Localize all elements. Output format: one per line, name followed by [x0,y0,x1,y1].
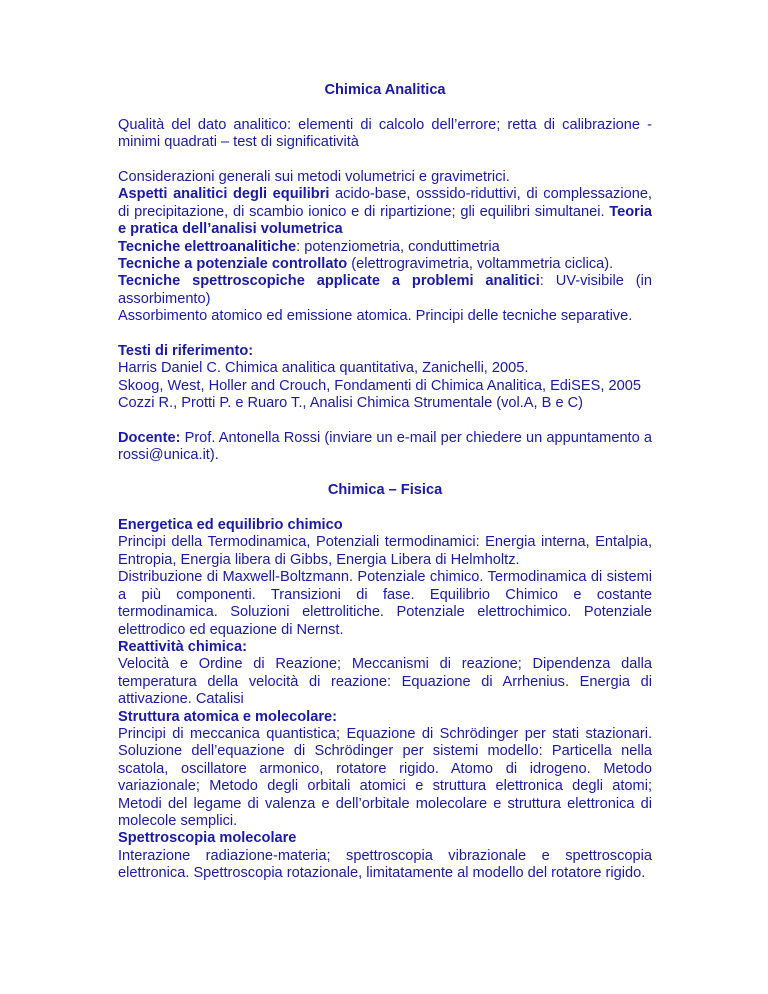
potential-paragraph [118,256,652,273]
quality-paragraph: Qualità del dato analitico: elementi di calcolo dell’errore; retta di calibrazione - minimi quadrati – test di significatività [118,116,652,151]
electro-paragraph [118,239,652,256]
section-title-chimica-fisica: Chimica – Fisica [327,482,443,499]
electro-bold: Tecniche elettroanalitiche [118,238,297,255]
spectro-bold: Tecniche spettroscopiche applicate a problemi analitici [118,273,540,290]
docente-paragraph [118,430,652,465]
potential-bold: Tecniche a potenziale controllato [118,256,348,273]
block-heading-text: Struttura atomica e molecolare: [118,708,337,725]
block-paragraph: Principi di meccanica quantistica; Equazione di Schrödinger per stati stazionari. Soluzione dell’equazione di Schrödinger per sistemi modello: Particella nella scatola, oscillatore armonico, rotatore rigido. Atomo di idrogeno. Metodo variazionale; Metodo degli orbitali atomici e struttura elettronica degli atomi; Metodi del legame di valenza e dell’orbitale molecolare e struttura elettronica di molecole semplici. [118,725,652,829]
block-heading-text: Energetica ed equilibrio chimico [118,517,343,534]
block-paragraph: Principi della Termodinamica, Potenziali termodinamici: Energia interna, Entalpia, Entropia, Energia libera di Gibbs, Energia Libera di Helmholtz. [118,534,652,568]
ref-item: Cozzi R., Protti P. e Ruaro T., Analisi Chimica Strumentale (vol.A, B e C) [118,395,584,412]
spectro-text: : UV-visibile (in assorbimento) [118,273,652,307]
absorption-paragraph: Assorbimento atomico ed emissione atomica. Principi delle tecniche separative. [118,308,633,325]
docente-text: Prof. Antonella Rossi (inviare un e-mail per chiedere un appuntamento a rossi@unica.it). [118,430,652,464]
block-paragraph: Distribuzione di Maxwell-Boltzmann. Potenziale chimico. Termodinamica di sistemi a più componenti. Transizioni di fase. Equilibrio Chimico e costante termodinamica. Soluzioni elettrolitiche. Potenziale elettrochimico. Potenziale elettrodico ed equazione di Nernst. [118,569,652,638]
block-heading-text: Reattività chimica: [118,638,247,655]
block-paragraph: Velocità e Ordine di Reazione; Meccanismi di reazione; Dipendenza dalla temperatura della velocità di reazione: Equazione di Arrhenius. Energia di attivazione. Catalisi [118,656,652,708]
electro-text: : potenziometria, conduttimetria [296,238,500,255]
block-heading [118,830,652,847]
aspects-paragraph [118,186,652,238]
refs-heading-text: Testi di riferimento: [118,343,254,360]
docente-label: Docente: [118,430,181,447]
general-paragraph: Considerazioni generali sui metodi volumetrici e gravimetrici. [118,169,510,185]
theory-bold: Teoria e pratica dell’analisi volumetrica [118,203,652,238]
ref-item: Harris Daniel C. Chimica analitica quantitativa, Zanichelli, 2005. [118,360,529,377]
refs-heading [118,343,652,360]
block-heading [118,709,652,726]
block-heading [118,639,652,656]
block-heading-text: Spettroscopia molecolare [118,830,297,847]
ref-item: Skoog, West, Holler and Crouch, Fondamenti di Chimica Analitica, EdiSES, 2005 [118,377,641,394]
section-title-chimica-analitica: Chimica Analitica [324,82,446,98]
document-body [118,82,652,883]
aspects-text: acido-base, osssido-riduttivi, di complessazione, di precipitazione, di scambio ionico e di ripartizione; gli equilibri simultanei. [118,186,652,220]
potential-text: (elettrogravimetria, voltammetria ciclica). [347,256,614,273]
block-heading [118,517,652,534]
spectro-paragraph [118,273,652,308]
block-paragraph: Interazione radiazione-materia; spettroscopia vibrazionale e spettroscopia elettronica. Spettroscopia rotazionale, limitatamente al modello del rotatore rigido. [118,847,652,882]
aspects-bold: Aspetti analitici degli equilibri [118,186,330,203]
